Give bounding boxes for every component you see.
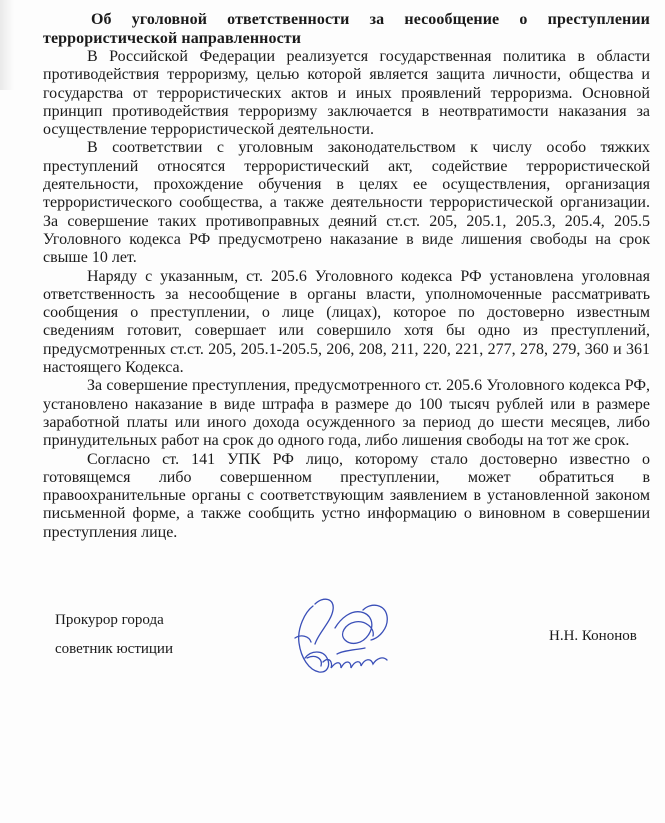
paragraph-1: В Российской Федерации реализуется государственная политика в области противодействия терроризму, целью которой является защита личности, общества и государства от террористических актов и иных проявлений терроризма. Основной принцип противодействия терроризму заключается в неотвратимости наказания за осуществление террористической деятельности.: [43, 48, 650, 139]
scan-shadow: [0, 0, 14, 90]
signatory-name: Н.Н. Кононов: [549, 628, 637, 644]
paragraph-5: Согласно ст. 141 УПК РФ лицо, которому стало достоверно известно о готовящемся либо совершенном преступлении, может обратиться в правоохранительные органы с соответствующим заявлением в установленной законом письменной форме, а также сообщить устно информацию о виновном в совершении преступления лице.: [43, 450, 650, 541]
document-body: [43, 10, 650, 542]
title-line-1: Об уголовной ответственности за несообщение о преступлении: [91, 11, 650, 28]
handwritten-signature: [275, 588, 405, 688]
paragraph-3: Наряду с указанным, ст. 205.6 Уголовного кодекса РФ установлена уголовная ответственность за несообщение в органы власти, уполномоченные рассматривать сообщения о преступлении, о лице (лицах), которое по достоверно известным сведениям готовит, совершает или совершило хотя бы одно из преступлений, предусмотренных ст.ст. 205, 205.1-205.5, 206, 208, 211, 220, 221, 277, 278, 279, 360 и 361 настоящего Кодекса.: [43, 267, 650, 377]
title-line-2: террористической направленности: [43, 30, 302, 47]
document-title: [43, 10, 650, 48]
paragraph-4: За совершение преступления, предусмотренного ст. 205.6 Уголовного кодекса РФ, установлено наказание в виде штрафа в размере до 100 тысяч рублей или в размере заработной платы или иного дохода осужденного за период до шести месяцев, либо принудительных работ на срок до одного года, либо лишения свободы на тот же срок.: [43, 377, 650, 450]
signatory-position: Прокурор города: [55, 612, 164, 628]
signatory-rank: советник юстиции: [55, 641, 173, 657]
paragraph-2: В соответствии с уголовным законодательством к числу особо тяжких преступлений относятся террористический акт, содействие террористической деятельности, прохождение обучения в целях ее осуществления, организация террористического сообщества, а также деятельности террористической организации. За совершение таких противоправных деяний ст.ст. 205, 205.1, 205.3, 205.4, 205.5 Уголовного кодекса РФ предусмотрено наказание в виде лишения свободы на срок свыше 10 лет.: [43, 139, 650, 267]
